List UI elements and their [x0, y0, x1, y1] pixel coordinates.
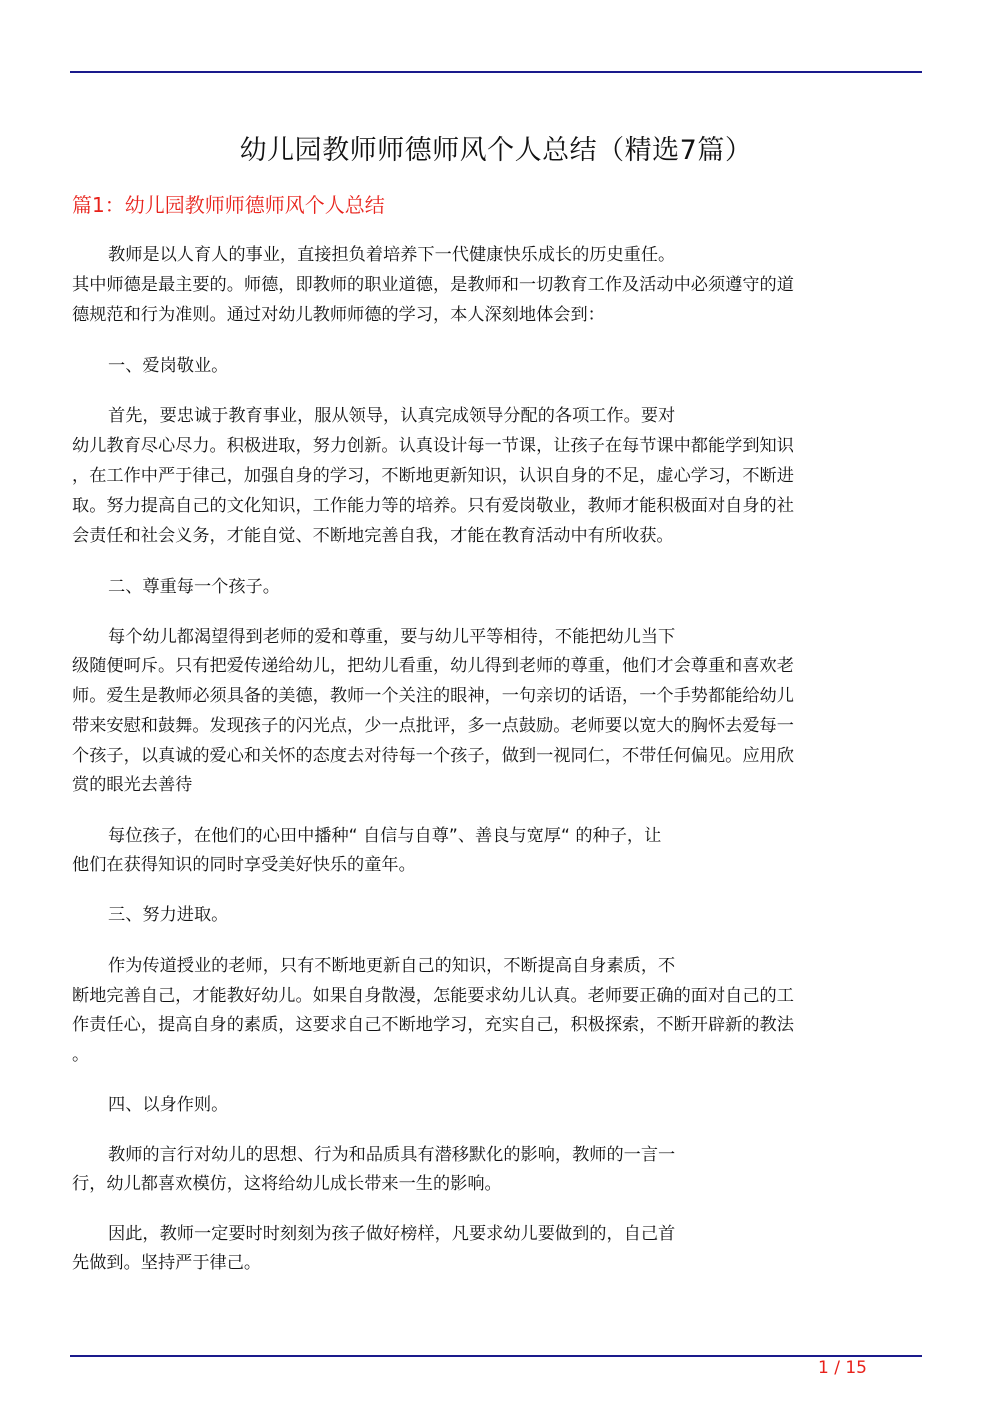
paragraph-line: 教师的言行对幼儿的思想、行为和品质具有潜移默化的影响，教师的一言一 — [108, 1145, 676, 1165]
document-title: 幼儿园教师师德师风个人总结（精选7篇） — [239, 135, 753, 166]
paragraph-line: 断地完善自己，才能教好幼儿。如果自身散漫，怎能要求幼儿认真。老师要正确的面对自己的工 — [72, 986, 794, 1006]
page-number: 1 / 15 — [818, 1358, 867, 1378]
footer-rule — [70, 1355, 922, 1357]
paragraph-line: 他们在获得知识的同时享受美好快乐的童年。 — [72, 855, 416, 875]
paragraph-line: 带来安慰和鼓舞。发现孩子的闪光点，少一点批评，多一点鼓励。老师要以宽大的胸怀去爱每一 — [72, 716, 794, 736]
paragraph-line: 作为传道授业的老师，只有不断地更新自己的知识，不断提高自身素质，不 — [108, 956, 676, 976]
paragraph-line: 会责任和社会义务，才能自觉、不断地完善自我，才能在教育活动中有所收获。 — [72, 526, 674, 546]
paragraph-line: 每个幼儿都渴望得到老师的爱和尊重，要与幼儿平等相待，不能把幼儿当下 — [108, 627, 676, 647]
paragraph-line: 级随便呵斥。只有把爱传递给幼儿，把幼儿看重，幼儿得到老师的尊重，他们才会尊重和喜欢老 — [72, 656, 794, 676]
paragraph-line: 因此，教师一定要时时刻刻为孩子做好榜样，凡要求幼儿要做到的，自己首 — [108, 1224, 676, 1244]
section-heading: 一、爱岗敬业。 — [108, 356, 229, 376]
paragraph-line: 取。努力提高自己的文化知识，工作能力等的培养。只有爱岗敬业，教师才能积极面对自身的社 — [72, 496, 794, 516]
paragraph-line: 作责任心，提高自身的素质，这要求自己不断地学习，充实自己，积极探索，不断开辟新的教法 — [72, 1015, 794, 1035]
paragraph-line: 德规范和行为准则。通过对幼儿教师师德的学习，本人深刻地体会到： — [72, 305, 605, 325]
paragraph-line: ，在工作中严于律己，加强自身的学习，不断地更新知识，认识自身的不足，虚心学习，不断进 — [72, 466, 794, 486]
paragraph-line: 幼儿教育尽心尽力。积极进取，努力创新。认真设计每一节课，让孩子在每节课中都能学到知识 — [72, 436, 794, 456]
section-title: 篇1：幼儿园教师师德师风个人总结 — [72, 193, 385, 217]
paragraph-line: 行，幼儿都喜欢模仿，这将给幼儿成长带来一生的影响。 — [72, 1174, 502, 1194]
paragraph-line: 。 — [72, 1045, 90, 1065]
section-heading: 四、以身作则。 — [108, 1095, 229, 1115]
paragraph-line: 先做到。坚持严于律己。 — [72, 1253, 262, 1273]
paragraph-line: 赏的眼光去善待 — [72, 775, 193, 795]
paragraph-line: 师。爱生是教师必须具备的美德，教师一个关注的眼神，一句亲切的话语，一个手势都能给幼儿 — [72, 686, 794, 706]
paragraph-line: 首先，要忠诚于教育事业，服从领导，认真完成领导分配的各项工作。要对 — [108, 406, 676, 426]
paragraph-line: 每位孩子，在他们的心田中播种“ 自信与自尊”、善良与宽厚“ 的种子，让 — [108, 826, 662, 846]
paragraph-line: 其中师德是最主要的。师德，即教师的职业道德，是教师和一切教育工作及活动中必须遵守的道 — [72, 275, 794, 295]
section-heading: 三、努力进取。 — [108, 905, 229, 925]
paragraph-line: 个孩子，以真诚的爱心和关怀的态度去对待每一个孩子，做到一视同仁，不带任何偏见。应用欣 — [72, 746, 794, 766]
paragraph-line: 教师是以人育人的事业，直接担负着培养下一代健康快乐成长的历史重任。 — [108, 245, 676, 265]
section-heading: 二、尊重每一个孩子。 — [108, 577, 280, 597]
header-rule — [70, 71, 922, 73]
